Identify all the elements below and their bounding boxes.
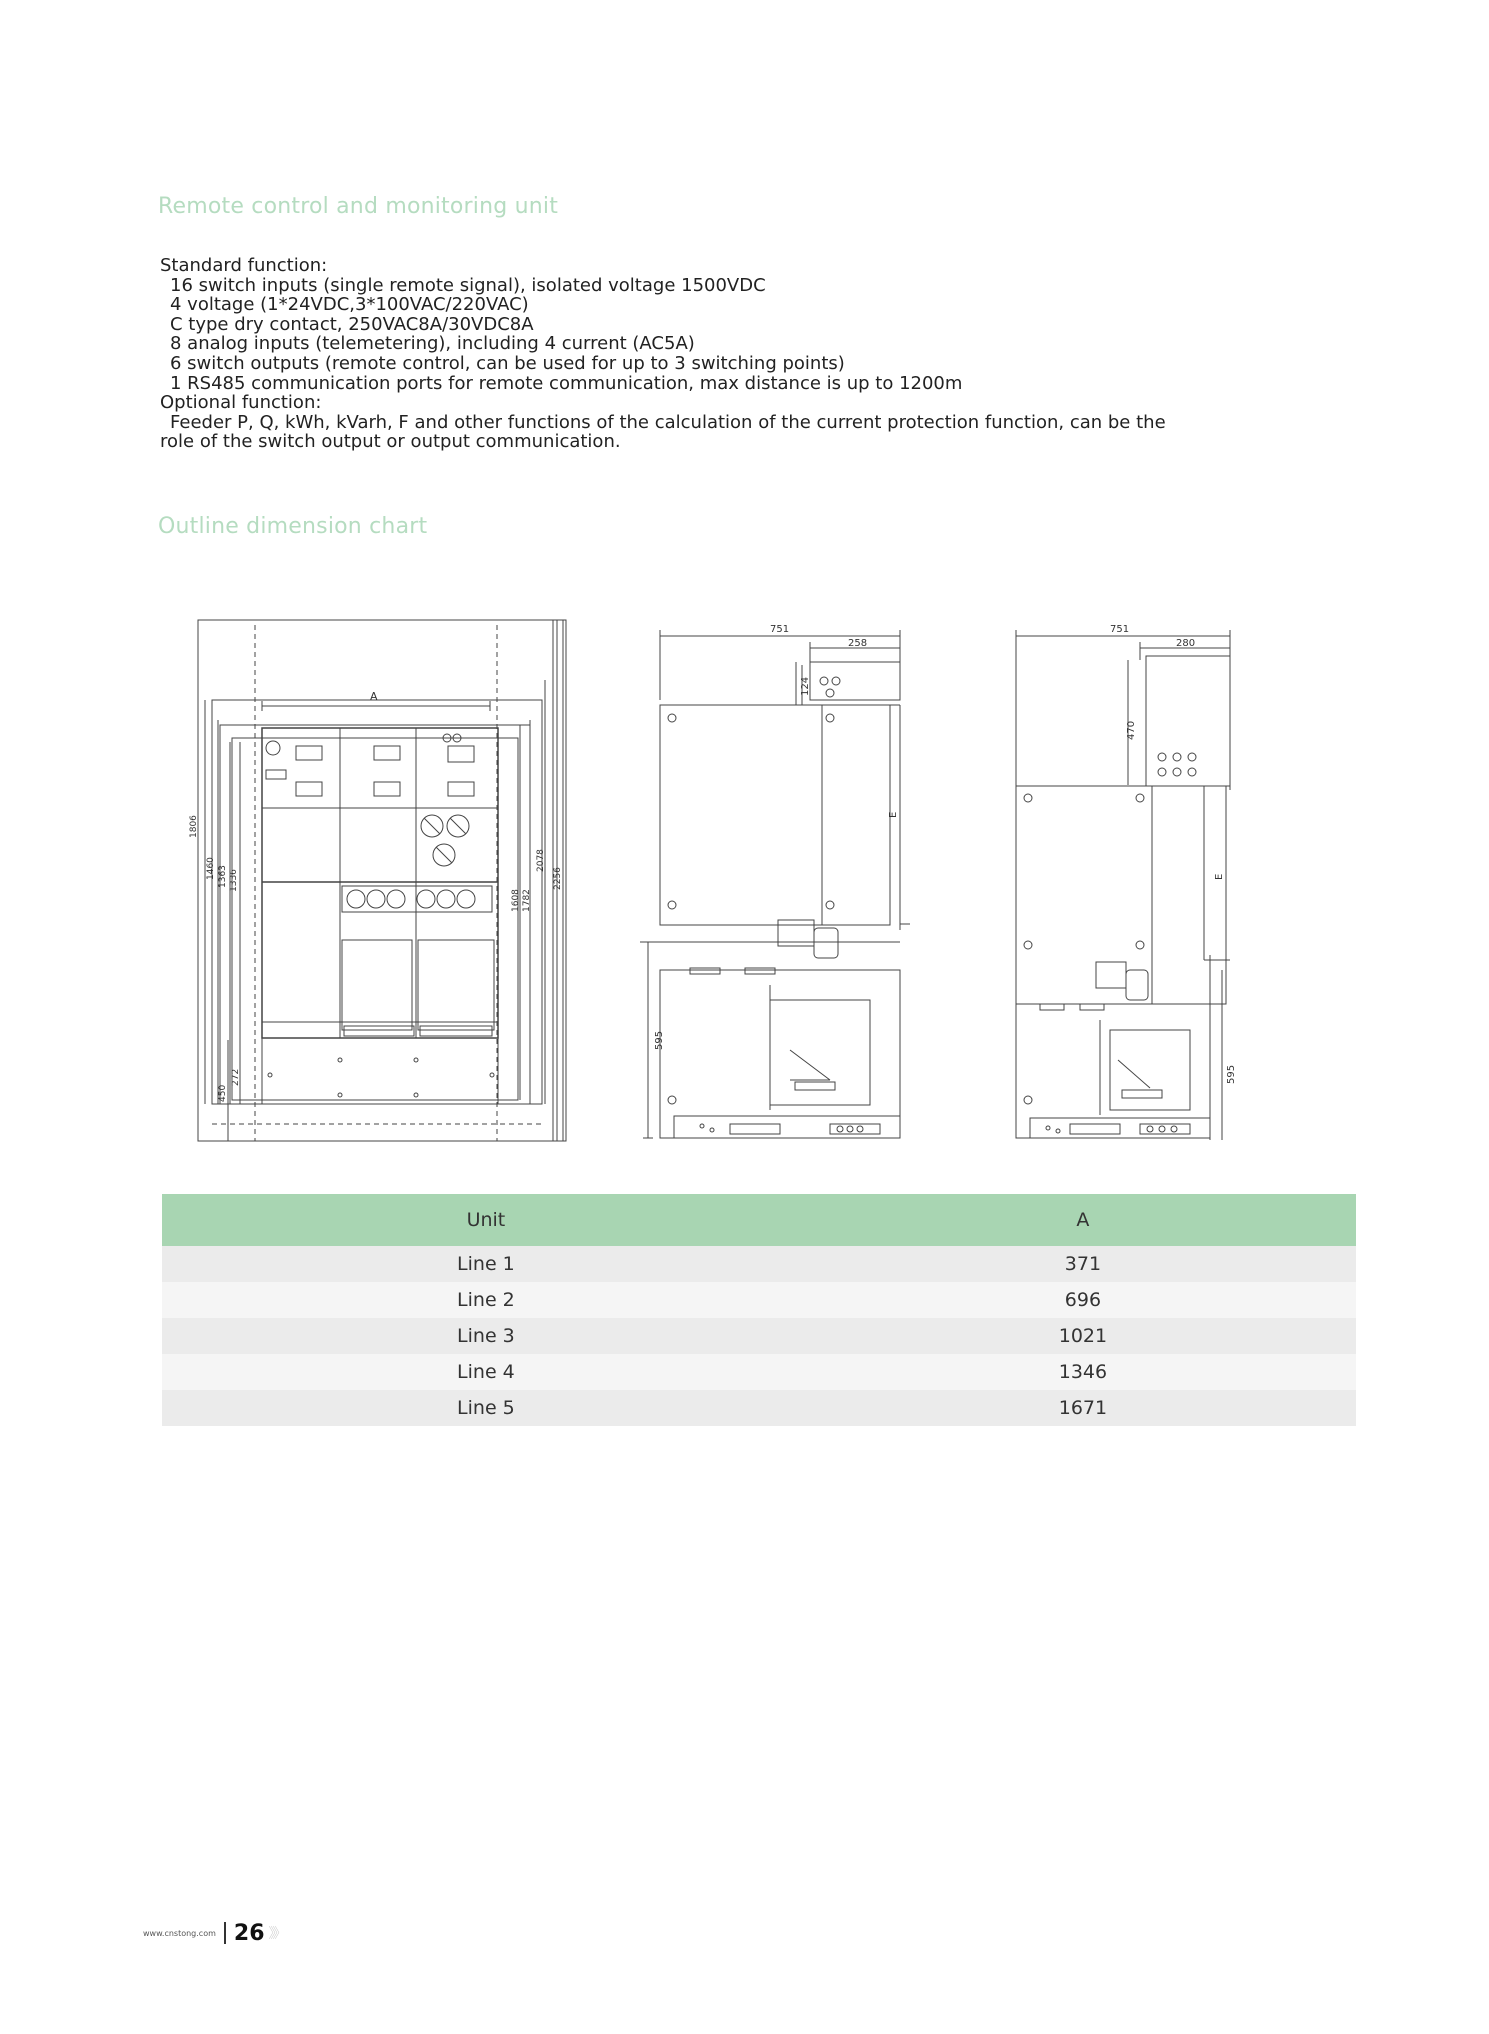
dim-1806: 1806 [189,815,199,838]
table-row [162,1282,1356,1318]
dim-1336: 1336 [229,869,239,892]
dim-A: A [370,690,378,703]
text-line: Standard function: [160,255,328,276]
dim-595: 595 [654,1030,665,1050]
text-line: 8 analog inputs (telemetering), including 4 current (AC5A) [170,333,695,355]
front-view-drawing [189,620,566,1141]
dim-272: 272 [231,1068,241,1086]
cell-unit: Line 4 [162,1354,810,1390]
dim-E: E [888,811,899,818]
dim-280: 280 [1176,638,1196,649]
cell-unit: Line 5 [162,1390,810,1426]
page-number: 26 [233,1920,265,1946]
dim-E: E [1214,873,1225,880]
text-line: C type dry contact, 250VAC8A/30VDC8A [170,313,534,335]
table-row [162,1390,1356,1426]
cell-a: 1021 [810,1318,1356,1354]
section-title-outline-chart: Outline dimension chart [158,514,428,539]
text-line: 16 switch inputs (single remote signal), isolated voltage 1500VDC [170,274,766,296]
dim-1608: 1608 [511,889,521,912]
cell-unit: Line 3 [162,1318,810,1354]
dimension-table [162,1194,1356,1426]
cell-unit: Line 1 [162,1246,810,1282]
cell-a: 1671 [810,1390,1356,1426]
cell-a: 696 [810,1282,1356,1318]
cell-a: 1346 [810,1354,1356,1390]
header-unit: Unit [162,1194,810,1246]
text-line: 4 voltage (1*24VDC,3*100VAC/220VAC) [170,294,529,316]
text-line: Optional function: [160,392,322,414]
dim-595: 595 [1226,1064,1237,1084]
dim-2256: 2256 [553,867,563,890]
table-row [162,1318,1356,1354]
table-header-row [162,1194,1356,1246]
side-view-2-drawing [1016,624,1237,1140]
dim-751: 751 [1110,624,1130,635]
table-row [162,1246,1356,1282]
section-title-remote-unit: Remote control and monitoring unit [158,194,559,219]
text-line: 1 RS485 communication ports for remote communication, max distance is up to 1200m [170,372,963,394]
dim-124: 124 [800,676,811,696]
side-view-1-drawing [640,624,910,1138]
cell-unit: Line 2 [162,1282,810,1318]
dim-1782: 1782 [522,889,532,912]
table-row [162,1354,1356,1390]
footer-url: www.cnstong.com [143,1928,216,1938]
footer-separator [224,1922,226,1944]
dim-1363: 1363 [218,865,228,888]
text-line: 6 switch outputs (remote control, can be used for up to 3 switching points) [170,352,845,374]
text-line: role of the switch output or output communication. [160,431,621,453]
cell-a: 371 [810,1246,1356,1282]
dim-470: 470 [1126,720,1137,740]
chevron-icon: 》》 [268,1926,284,1942]
dim-2078: 2078 [536,849,546,872]
page-footer [143,1918,284,1948]
text-line: Feeder P, Q, kWh, kVarh, F and other functions of the calculation of the current protection function, can be the [170,411,1166,433]
dim-258: 258 [848,638,868,649]
dim-1460: 1460 [206,857,216,880]
dim-450: 450 [218,1084,228,1102]
dim-751: 751 [770,624,790,635]
header-a: A [810,1194,1356,1246]
